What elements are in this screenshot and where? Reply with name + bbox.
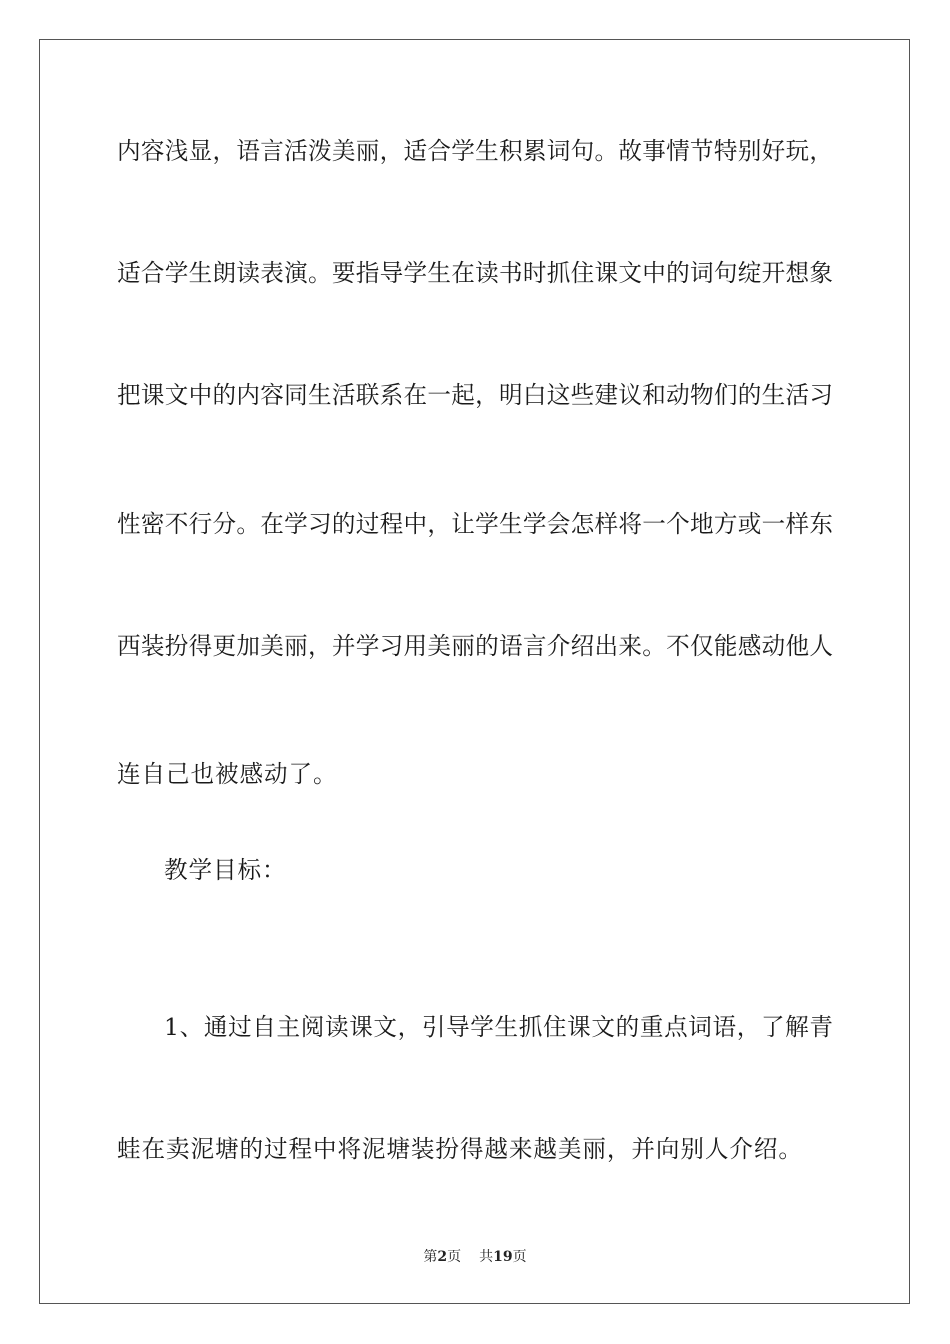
footer-total-suffix: 页 bbox=[512, 1249, 527, 1265]
footer-page-number: 2 bbox=[437, 1249, 448, 1265]
footer-total-prefix: 共 bbox=[479, 1249, 494, 1265]
body-text-line-4: 性密不行分。在学习的过程中，让学生学会怎样将一个地方或一样东 bbox=[117, 510, 833, 538]
section-heading: 教学目标： bbox=[164, 856, 287, 884]
footer-page-prefix: 第 bbox=[423, 1249, 438, 1265]
page-footer bbox=[0, 1247, 950, 1267]
body-text-line-1: 内容浅显，语言活泼美丽，适合学生积累词句。故事情节特别好玩， bbox=[117, 137, 833, 165]
body-text-line-3: 把课文中的内容同生活联系在一起，明白这些建议和动物们的生活习 bbox=[117, 381, 833, 409]
body-text-line-2: 适合学生朗读表演。要指导学生在读书时抓住课文中的词句绽开想象 bbox=[117, 259, 833, 287]
page-border bbox=[39, 39, 910, 1304]
body-text-line-5: 西装扮得更加美丽，并学习用美丽的语言介绍出来。不仅能感动他人 bbox=[117, 632, 833, 660]
list-item-1-line-2: 蛙在卖泥塘的过程中将泥塘装扮得越来越美丽，并向别人介绍。 bbox=[117, 1135, 803, 1163]
list-item-1-line-1: 1、通过自主阅读课文，引导学生抓住课文的重点词语，了解青 bbox=[164, 1013, 833, 1041]
footer-total-number: 19 bbox=[493, 1249, 513, 1265]
body-text-line-6: 连自己也被感动了。 bbox=[117, 760, 338, 788]
footer-page-suffix: 页 bbox=[447, 1249, 462, 1265]
